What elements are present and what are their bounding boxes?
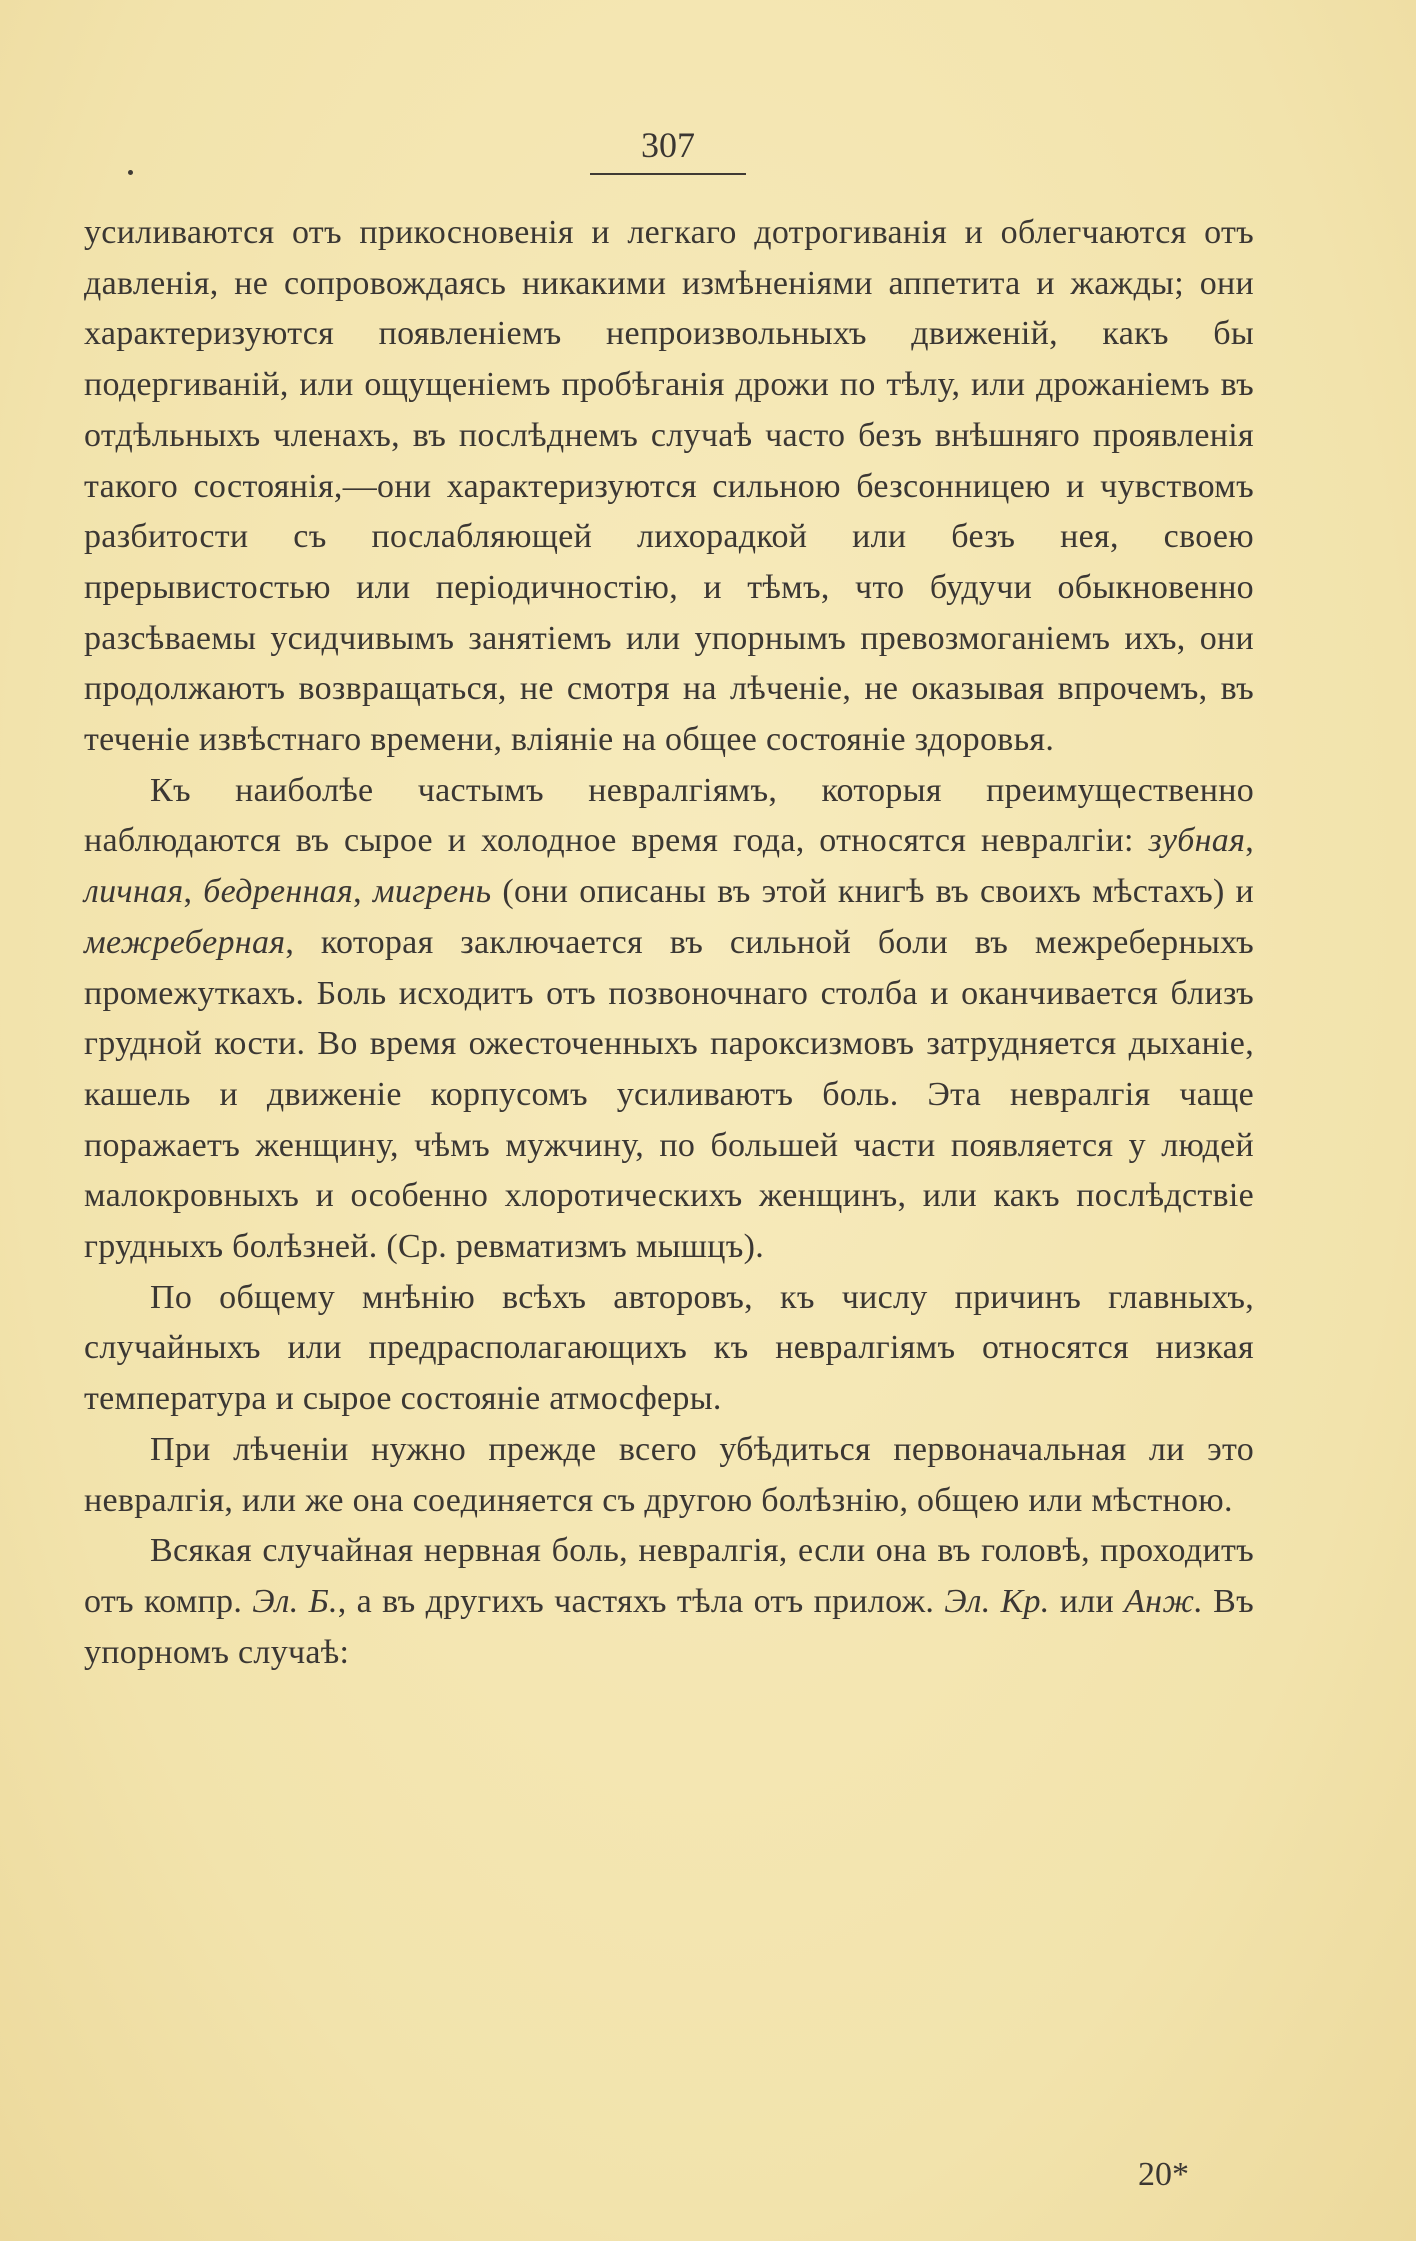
italic-term: межреберная bbox=[84, 923, 286, 961]
text-run: усиливаются отъ прикосновенія и легкаго дотрогиванія и облегчаются отъ давленія, не сопровождаясь никакими измѣненіями аппетита и жажды; они характеризуются появленіемъ непроизвольныхъ движеній, какъ бы подергиваній, или ощущеніемъ пробѣганія дрожи по тѣлу, или дрожаніемъ въ отдѣльныхъ членахъ, въ послѣднемъ случаѣ часто безъ внѣшняго проявленія такого состоянія,—они характеризуются сильною безсонницею и чувствомъ разбитости съ послабляющей лихорадкой или безъ нея, своею прерывистостью или періодичностію, и тѣмъ, что будучи обыкновенно разсѣваемы усидчивымъ занятіемъ или упорнымъ превозмоганіемъ ихъ, они продолжаютъ возвращаться, не смотря на лѣченіе, не оказывая впрочемъ, въ теченіе извѣстнаго времени, вліяніе на общее состояніе здоровья. bbox=[84, 214, 1254, 759]
text-run: Всякая случайная нервная боль, невралгія, если она въ головѣ, проходитъ отъ компр. bbox=[84, 1532, 1254, 1620]
text-run: или bbox=[1049, 1582, 1125, 1620]
paragraph bbox=[84, 1425, 1254, 1526]
italic-term: мигрень bbox=[372, 873, 492, 911]
paragraph bbox=[84, 1526, 1254, 1678]
italic-term: Эл. Кр. bbox=[944, 1582, 1050, 1620]
text-run: , bbox=[183, 873, 204, 911]
italic-term: зубная bbox=[1148, 822, 1246, 860]
signature-mark: 20* bbox=[1138, 2156, 1189, 2193]
paragraph bbox=[84, 1273, 1254, 1425]
text-run: При лѣченіи нужно прежде всего убѣдиться первоначальная ли это невралгія, или же она соединяется съ другою болѣзнію, общею или мѣстною. bbox=[84, 1430, 1254, 1519]
text-run: Въ упорномъ случаѣ: bbox=[84, 1582, 1255, 1671]
printer-dot bbox=[128, 170, 133, 175]
text-run: Къ наиболѣе частымъ невралгіямъ, которыя преимущественно наблюдаются въ сырое и холодное время года, относятся невралгіи: bbox=[84, 771, 1254, 860]
text-run: , bbox=[1245, 822, 1254, 860]
body-text bbox=[84, 208, 1254, 1678]
text-run: По общему мнѣнію всѣхъ авторовъ, къ числу причинъ главныхъ, случайныхъ или предрасполагающихъ къ невралгіямъ относятся низкая температура и сырое состояніе атмосферы. bbox=[84, 1278, 1254, 1418]
italic-term: бедренная bbox=[203, 873, 354, 911]
page-number: 307 bbox=[641, 125, 695, 165]
paragraph bbox=[84, 208, 1254, 766]
italic-term: личная bbox=[84, 873, 184, 911]
text-run: , которая заключается въ сильной боли въ межреберныхъ промежуткахъ. Боль исходитъ отъ позвоночнаго столба и оканчивается близъ грудной кости. Во время ожесточенныхъ пароксизмовъ затрудняется дыханіе, кашель и движеніе корпусомъ усиливаютъ боль. Эта невралгія чаще поражаетъ женщину, чѣмъ мужчину, по большей части появляется у людей малокровныхъ и особенно хлоротическихъ женщинъ, или какъ послѣдствіе грудныхъ болѣзней. (Ср. ревматизмъ мышцъ). bbox=[84, 923, 1254, 1266]
italic-term: Анж. bbox=[1124, 1582, 1204, 1620]
paragraph bbox=[84, 766, 1254, 1273]
text-run: (они описаны въ этой книгѣ въ своихъ мѣстахъ) и bbox=[491, 873, 1255, 911]
text-run: , а въ другихъ частяхъ тѣла отъ прилож. bbox=[337, 1582, 945, 1620]
text-run: , bbox=[353, 873, 373, 911]
italic-term: Эл. Б. bbox=[252, 1582, 338, 1620]
header-rule bbox=[590, 173, 746, 175]
